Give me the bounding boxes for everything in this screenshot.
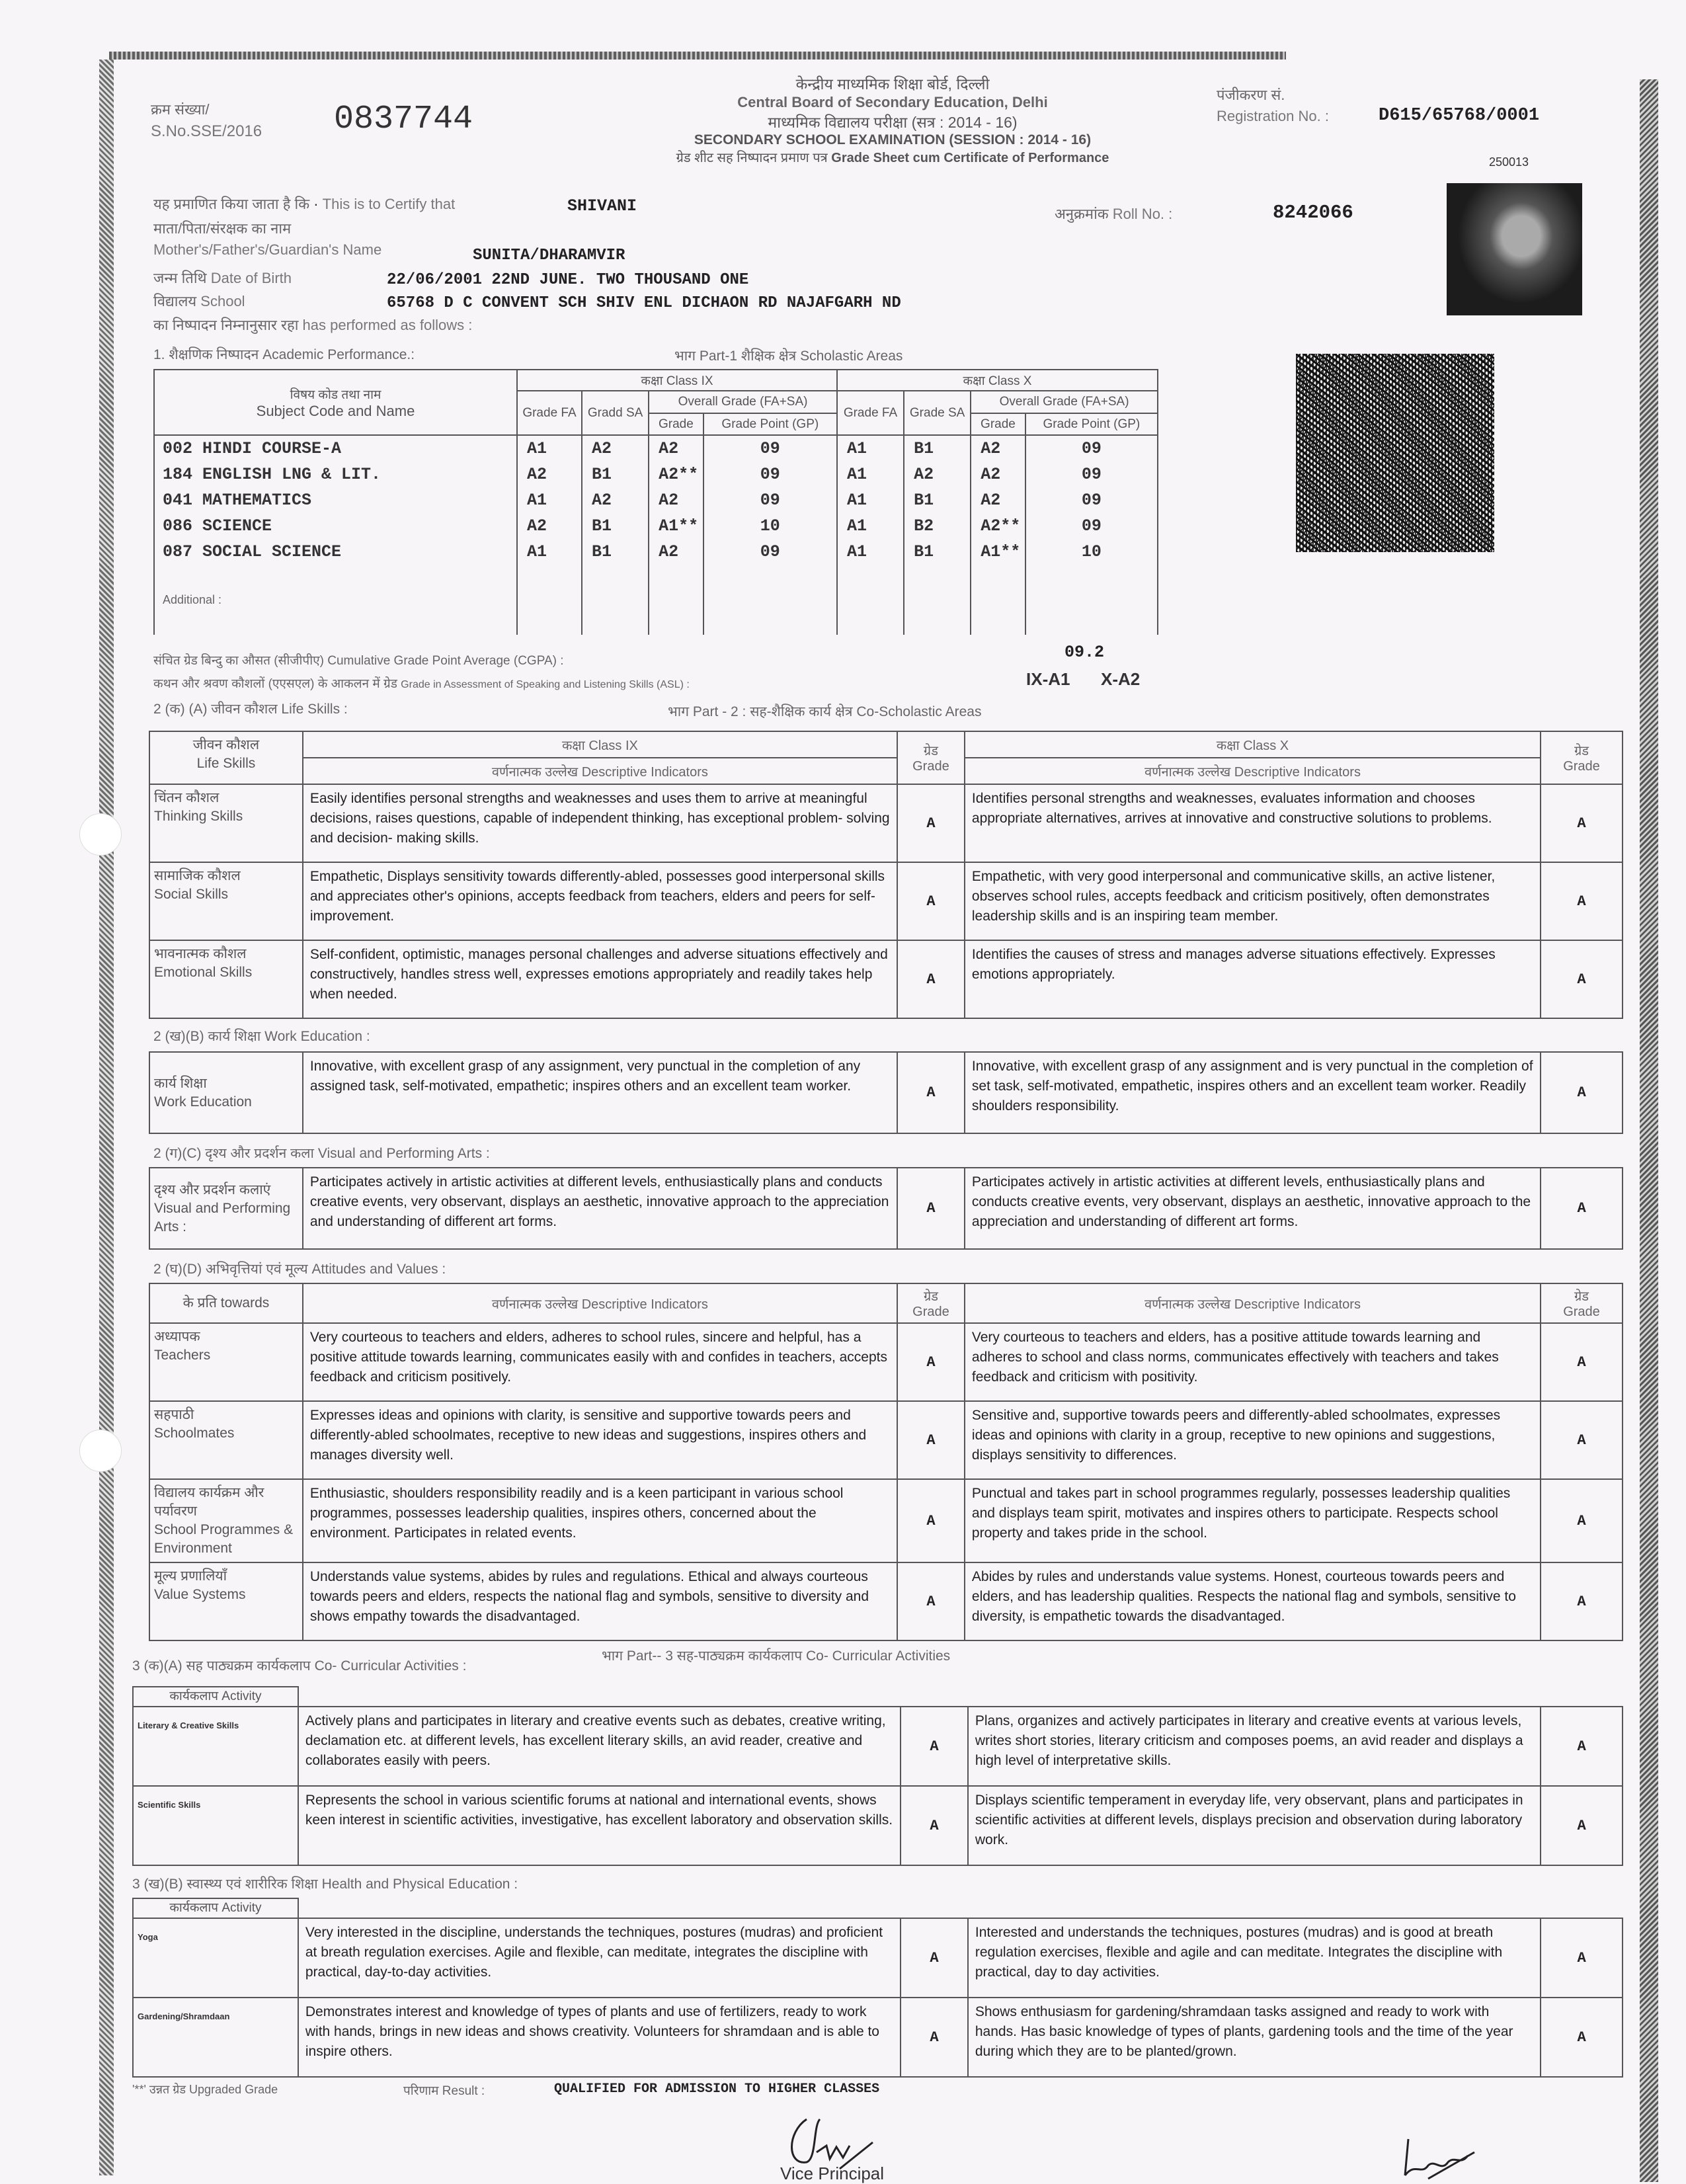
co-curricular-label — [133, 1707, 298, 1786]
co-curricular-x-desc: Plans, organizes and actively participates in literary and creative events at various levels, writes short stories, literary criticism and composes poems, an avid reader and displays a high level of interpretative skills. — [968, 1707, 1541, 1786]
asl-label-en: Grade in Assessment of Speaking and Listening Skills (ASL) : — [401, 679, 690, 690]
attitude-label-hi: विद्यालय कार्यक्रम और पर्यावरण — [154, 1485, 264, 1519]
attitude-label-hi: सहपाठी — [154, 1407, 194, 1422]
attitude-ix-grade: A — [897, 1401, 965, 1479]
overall-grade-ix: A2** — [649, 462, 703, 487]
grade-sa-ix: B1 — [582, 539, 649, 565]
co-scholastic-part-en: Co-Scholastic Areas — [856, 704, 982, 719]
asl-grade-x: X-A2 — [1101, 669, 1141, 689]
co-curricular-part-en: Co- Curricular Activities — [805, 1648, 951, 1664]
life-skill-ix-grade: A — [897, 940, 965, 1018]
work-education-table — [149, 1051, 1623, 1134]
scholastic-part-en: Scholastic Areas — [800, 348, 903, 364]
subject-name: 002 HINDI COURSE-A — [154, 435, 517, 461]
visual-arts-section-en: Visual and Performing Arts : — [317, 1146, 490, 1161]
attitude-label-en: Schoolmates — [154, 1426, 235, 1441]
subject-row — [154, 487, 1158, 513]
grade-sa-x: A2 — [904, 462, 971, 487]
grade-point-ix: 09 — [703, 435, 837, 461]
grade-header-en: Grade — [1563, 759, 1600, 774]
life-skill-ix-grade: A — [897, 784, 965, 862]
asl-label — [153, 674, 690, 692]
school-label-en: School — [200, 293, 245, 309]
grade-sa-ix: B1 — [582, 513, 649, 539]
grade-sa-x: B1 — [904, 487, 971, 513]
work-education-label — [149, 1052, 303, 1133]
health-activity-ix-grade: A — [901, 1918, 968, 1998]
attitude-ix-desc: Understands value systems, abides by rules and regulations. Ethical and always courteous towards peers and elders, respects the national flag and symbols, sensitive to diversity and shows empathy towards the disadvantaged. — [303, 1562, 897, 1640]
board-name: Central Board of Secondary Education, Delhi — [737, 94, 1048, 110]
health-activity-x-grade: A — [1541, 1918, 1623, 1998]
life-skills-col-header — [149, 731, 303, 784]
life-skill-row — [149, 862, 1623, 940]
attitude-ix-desc: Expresses ideas and opinions with clarity, is sensitive and supportive towards peers and differently-abled schoolmates, receptive to new ideas and suggestions, inspires others and manages diversity well. — [303, 1401, 897, 1479]
life-skill-ix-desc: Empathetic, Displays sensitivity towards differently-abled, possesses good interpersonal skills and appreciates other's opinions, accepts feedback from teachers, elders and peers for self-improvement. — [303, 862, 897, 940]
descriptive-indicators-header: वर्णनात्मक उल्लेख Descriptive Indicators — [965, 758, 1541, 784]
grade-fa-x: A1 — [837, 539, 904, 565]
grade-point-ix: 09 — [703, 462, 837, 487]
life-skill-label-hi: सामाजिक कौशल — [154, 868, 241, 883]
cgpa-label-hi: संचित ग्रेड बिन्दु का औसत (सीजीपीए) — [153, 654, 324, 668]
visual-arts-ix-grade: A — [897, 1168, 965, 1249]
attitude-ix-grade: A — [897, 1562, 965, 1640]
co-curricular-section-en: Co- Curricular Activities : — [314, 1658, 467, 1674]
grade-header-hi: ग्रेड — [1574, 1289, 1589, 1304]
scholastic-part-hi: भाग Part-1 शैक्षिक क्षेत्र — [674, 348, 797, 364]
health-activity-label-en: Gardening/Shramdaan — [138, 2011, 230, 2021]
grade-fa-x: A1 — [837, 462, 904, 487]
work-education-section-hi: 2 (ख)(B) कार्य शिक्षा — [153, 1029, 261, 1044]
activity-header: कार्यकलाप Activity — [133, 1687, 298, 1707]
exam-name-hi: माध्यमिक विद्यालय परीक्षा (सत्र : 2014 - 16) — [768, 114, 1018, 131]
performed-line — [153, 315, 472, 335]
cgpa-value: 09.2 — [1064, 643, 1105, 662]
co-curricular-section-hi: 3 (क)(A) सह पाठ्यक्रम कार्यकलाप — [132, 1658, 311, 1674]
subject-name: 087 SOCIAL SCIENCE — [154, 539, 517, 565]
co-curricular-label-en: Scientific Skills — [138, 1800, 201, 1810]
work-education-ix-desc: Innovative, with excellent grasp of any assignment, very punctual in the completion of any assigned task, self-motivated, empathetic; inspires others and an excellent team worker. — [303, 1052, 897, 1133]
towards-header: के प्रति towards — [149, 1283, 303, 1323]
attitude-x-desc: Very courteous to teachers and elders, has a positive attitude towards learning and adheres to school and class norms, communicates effectively with teachers and takes feedback and criticism with positivity. — [965, 1323, 1541, 1401]
document-title-hi: ग्रेड शीट सह निष्पादन प्रमाण पत्र — [676, 151, 828, 165]
life-skill-ix-desc: Easily identifies personal strengths and weaknesses and uses them to arrive at meaningful decisions, raises questions, capable of independent thinking, has exceptional problem- solving and decision- making skills. — [303, 784, 897, 862]
attitude-x-grade: A — [1541, 1401, 1623, 1479]
life-skills-col-en: Life Skills — [196, 756, 256, 771]
dob-label — [153, 268, 292, 288]
life-skill-label-en: Thinking Skills — [154, 809, 243, 824]
academic-section-en: Academic Performance.: — [262, 347, 415, 362]
work-education-label-en: Work Education — [154, 1094, 252, 1110]
serial-number: 0837744 — [334, 101, 473, 138]
life-skill-label-hi: भावनात्मक कौशल — [154, 946, 247, 961]
grade-fa-ix: A1 — [517, 435, 582, 461]
scholastic-part-title — [674, 346, 903, 365]
registration-label-hi: पंजीकरण सं. — [1217, 87, 1285, 103]
grade-header-hi: ग्रेड — [923, 744, 938, 758]
parent-names: SUNITA/DHARAMVIR — [473, 247, 625, 264]
punch-hole — [79, 1430, 122, 1472]
board-heading — [595, 73, 1190, 166]
subject-name: 041 MATHEMATICS — [154, 487, 517, 513]
life-skills-section-title — [153, 700, 348, 718]
grade-sa-ix: B1 — [582, 462, 649, 487]
attitude-ix-grade: A — [897, 1479, 965, 1562]
date-of-birth: 22/06/2001 22ND JUNE. TWO THOUSAND ONE — [387, 271, 749, 289]
health-section-title — [132, 1875, 518, 1893]
visual-arts-ix-desc: Participates actively in artistic activities at different levels, enthusiastically plans and conducts creative events, very observant, displays an aesthetic, innovative approach to the appreciation and understanding of different art forms. — [303, 1168, 897, 1249]
attitude-label — [149, 1562, 303, 1640]
co-curricular-label-en: Literary & Creative Skills — [138, 1720, 239, 1730]
attitude-x-grade: A — [1541, 1323, 1623, 1401]
asl-grade-ix: IX-A1 — [1026, 669, 1070, 689]
class10-header: कक्षा Class X — [837, 370, 1158, 391]
attitude-ix-grade: A — [897, 1323, 965, 1401]
overall-grade-x: A2 — [971, 462, 1025, 487]
attitude-ix-desc: Enthusiastic, shoulders responsibility readily and is a keen participant in various school programmes, possesses leadership qualities, inspires others, concerned about the environment. Participates in related events. — [303, 1479, 897, 1562]
co-curricular-row — [133, 1707, 1623, 1786]
health-activity-ix-desc: Demonstrates interest and knowledge of types of plants and use of fertilizers, ready to work with hands, brings in new ideas and shows creativity. Volunteers for shramdaan and is able to inspire others. — [298, 1998, 901, 2077]
candidate-name: SHIVANI — [567, 196, 637, 216]
registration-label: Registration No. : — [1217, 108, 1329, 124]
certify-line: यह प्रमाणित किया जाता है कि · This is to Certify that — [153, 196, 456, 212]
dob-label-hi: जन्म तिथि — [153, 270, 207, 286]
health-activity-x-desc: Interested and understands the techniques, postures (mudras) and is good at breath regulation exercises, flexible and agile and can meditate. Integrates the discipline with practical, day to day activities. — [968, 1918, 1541, 1998]
attitude-x-desc: Sensitive and, supportive towards peers and differently-abled schoolmates, expresses ideas and opinions with clarity in a group, receptive to new opinions and suggestions, displays sensitivity to differences. — [965, 1401, 1541, 1479]
grade-fa-ix: A1 — [517, 487, 582, 513]
subject-row — [154, 513, 1158, 539]
grade-header — [1541, 731, 1623, 784]
attitude-label-en: School Programmes & Environment — [154, 1522, 294, 1556]
attitude-label — [149, 1401, 303, 1479]
certify-label-hi: यह प्रमाणित किया जाता है कि — [153, 196, 310, 212]
roll-label-en: Roll No. : — [1112, 206, 1173, 222]
grade-point-x: 09 — [1025, 435, 1158, 461]
overall-grade-x: A2 — [971, 435, 1025, 461]
school-name: 65768 D C CONVENT SCH SHIV ENL DICHAON RD NAJAFGARH ND — [387, 294, 901, 312]
certify-label: This is to Certify that — [322, 196, 456, 212]
life-skills-table — [149, 731, 1623, 1019]
attitude-row — [149, 1562, 1623, 1640]
co-scholastic-part-hi: भाग Part - 2 : सह-शैक्षिक कार्य क्षेत्र — [668, 704, 853, 719]
attitudes-section-title — [153, 1260, 446, 1278]
grade-sa-ix: A2 — [582, 435, 649, 461]
subject-row — [154, 539, 1158, 565]
grade-fa-header: Grade FA — [837, 391, 904, 436]
school-label-hi: विद्यालय — [153, 293, 197, 309]
health-activity-x-grade: A — [1541, 1998, 1623, 2077]
grade-header-hi: ग्रेड — [1574, 744, 1589, 758]
grade-fa-header: Grade FA — [517, 391, 582, 436]
grade-sa-x: B1 — [904, 435, 971, 461]
health-activity-row — [133, 1918, 1623, 1998]
co-curricular-label — [133, 1786, 298, 1865]
attitude-row — [149, 1401, 1623, 1479]
dob-label-en: Date of Birth — [210, 270, 292, 286]
overall-grade-x: A2 — [971, 487, 1025, 513]
co-scholastic-part-title — [668, 702, 981, 721]
performed-hi: का निष्पादन निम्नानुसार रहा — [153, 317, 299, 333]
attitude-x-desc: Punctual and takes part in school programmes regularly, possesses leadership qualities and displays team spirit, motivates and inspires others to participate. Respects school property and takes pride in the school. — [965, 1479, 1541, 1562]
result-label: परिणाम Result : — [403, 2084, 485, 2098]
co-curricular-ix-desc: Represents the school in various scientific forums at national and international events, shows keen interest in scientific activities, investigative, has excellent laboratory and observation skills. — [298, 1786, 901, 1865]
health-table — [132, 1898, 1623, 2078]
document-title — [595, 148, 1190, 166]
parent-label: Mother's/Father's/Guardian's Name — [153, 241, 382, 258]
grade-header — [897, 1283, 965, 1323]
visual-arts-section-title — [153, 1144, 490, 1162]
overall-grade-ix: A2 — [649, 539, 703, 565]
attitude-ix-desc: Very courteous to teachers and elders, adheres to school rules, sincere and helpful, has a positive attitude towards learning, communicates easily with and confides in teachers, accepts feedback and criticism positively. — [303, 1323, 897, 1401]
class9-header: कक्षा Class IX — [517, 370, 837, 391]
candidate-photo — [1447, 183, 1582, 315]
overall-grade-x: A1** — [971, 539, 1025, 565]
grade-header-en: Grade — [912, 759, 949, 774]
co-curricular-x-desc: Displays scientific temperament in everyday life, very observant, plans and participates in scientific activities at different levels, displays precision and observation during laboratory work. — [968, 1786, 1541, 1865]
descriptive-indicators-header: वर्णनात्मक उल्लेख Descriptive Indicators — [303, 1283, 897, 1323]
grade-fa-x: A1 — [837, 435, 904, 461]
health-activity-row — [133, 1998, 1623, 2077]
co-curricular-ix-grade: A — [901, 1707, 968, 1786]
grade-sa-x: B2 — [904, 513, 971, 539]
attitude-label — [149, 1323, 303, 1401]
grade-sa-header: Grade SA — [904, 391, 971, 436]
health-activity-ix-desc: Very interested in the discipline, understands the techniques, postures (mudras) and proficient at breath regulation exercises. Agile and flexible, can meditate, integrates the discipline with practical, day-to-day activities. — [298, 1918, 901, 1998]
subject-header-en: Subject Code and Name — [256, 402, 415, 419]
health-activity-ix-grade: A — [901, 1998, 968, 2077]
activity-header: कार्यकलाप Activity — [133, 1898, 298, 1918]
grade-point-ix: 09 — [703, 487, 837, 513]
attitude-x-grade: A — [1541, 1562, 1623, 1640]
health-activity-label-en: Yoga — [138, 1932, 158, 1942]
grade-sa-x: B1 — [904, 539, 971, 565]
visual-arts-x-desc: Participates actively in artistic activities at different levels, enthusiastically plans and conducts creative events, very observant, displays an aesthetic, innovative approach to the appreciation and understanding of different art forms. — [965, 1168, 1541, 1249]
roll-label-hi: अनुक्रमांक — [1055, 206, 1109, 222]
overall-header: Overall Grade (FA+SA) — [971, 391, 1158, 413]
overall-grade-ix: A1** — [649, 513, 703, 539]
grade-header — [1541, 1283, 1623, 1323]
life-skill-row — [149, 784, 1623, 862]
visual-arts-label-hi: दृश्य और प्रदर्शन कलाएं — [154, 1182, 271, 1197]
visual-arts-table — [149, 1167, 1623, 1250]
co-curricular-x-grade: A — [1541, 1707, 1623, 1786]
grade-header: Grade — [971, 413, 1025, 436]
grade-point-x: 09 — [1025, 462, 1158, 487]
class10-header: कक्षा Class X — [965, 731, 1541, 758]
life-skill-ix-grade: A — [897, 862, 965, 940]
photo-code: 250013 — [1489, 155, 1529, 169]
exam-name: SECONDARY SCHOOL EXAMINATION (SESSION : 2014 - 16) — [694, 132, 1092, 147]
overall-grade-x: A2** — [971, 513, 1025, 539]
subject-row — [154, 462, 1158, 487]
life-skills-col-hi: जीवन कौशल — [192, 737, 260, 752]
grade-point-ix: 10 — [703, 513, 837, 539]
subject-header — [154, 370, 517, 435]
attitude-x-desc: Abides by rules and understands value systems. Honest, courteous towards peers and elders, and has leadership qualities. Respects the national flag and symbols, sensitive to diversity, is empathetic towards the disadvantaged. — [965, 1562, 1541, 1640]
attitudes-section-en: Attitudes and Values : — [311, 1262, 446, 1277]
academic-section-title — [153, 345, 415, 364]
performed-en: has performed as follows : — [302, 317, 473, 333]
work-education-section-title — [153, 1027, 370, 1045]
co-curricular-part-title — [602, 1646, 950, 1665]
work-education-ix-grade: A — [897, 1052, 965, 1133]
attitude-label-en: Teachers — [154, 1348, 211, 1363]
attitudes-table — [149, 1283, 1623, 1641]
co-curricular-part-hi: भाग Part-- 3 सह-पाठ्यक्रम कार्यकलाप — [602, 1648, 803, 1664]
grade-header-en: Grade — [912, 1305, 949, 1319]
grade-fa-ix: A2 — [517, 513, 582, 539]
roll-label — [1055, 204, 1172, 223]
grade-sa-header: Gradd SA — [582, 391, 649, 436]
overall-grade-ix: A2 — [649, 435, 703, 461]
gp-header: Grade Point (GP) — [703, 413, 837, 436]
decorative-border-right — [1640, 79, 1658, 2182]
attitudes-section-hi: 2 (घ)(D) अभिवृत्तियां एवं मूल्य — [153, 1262, 308, 1277]
class9-header: कक्षा Class IX — [303, 731, 897, 758]
grade-header — [897, 731, 965, 784]
roll-number: 8242066 — [1273, 202, 1353, 223]
decorative-border-left — [99, 60, 114, 2175]
registration-number: D615/65768/0001 — [1379, 106, 1540, 126]
attitude-x-grade: A — [1541, 1479, 1623, 1562]
life-skills-section-en: Life Skills : — [281, 702, 348, 717]
serial-label-hi: क्रम संख्या/ — [151, 101, 210, 118]
co-curricular-ix-desc: Actively plans and participates in literary and creative events such as debates, creative writing, declamation etc. at different levels, has excellent literary skills, an avid reader, creative and collaborates easily with peers. — [298, 1707, 901, 1786]
health-section-en: Health and Physical Education : — [321, 1877, 518, 1892]
upgraded-grade-note: '**' उन्नत ग्रेड Upgraded Grade — [132, 2083, 278, 2096]
life-skill-x-grade: A — [1541, 784, 1623, 862]
grade-point-ix: 09 — [703, 539, 837, 565]
attitude-label-hi: अध्यापक — [154, 1329, 200, 1344]
work-education-label-hi: कार्य शिक्षा — [154, 1075, 207, 1091]
academic-section-hi: 1. शैक्षणिक निष्पादन — [153, 347, 259, 362]
punch-hole — [79, 813, 122, 856]
attitude-label — [149, 1479, 303, 1562]
life-skill-x-grade: A — [1541, 862, 1623, 940]
health-section-hi: 3 (ख)(B) स्वास्थ्य एवं शारीरिक शिक्षा — [132, 1877, 318, 1892]
grade-header-hi: ग्रेड — [923, 1289, 938, 1304]
result-value: QUALIFIED FOR ADMISSION TO HIGHER CLASSES — [554, 2082, 880, 2097]
grade-fa-ix: A2 — [517, 462, 582, 487]
life-skill-label-en: Social Skills — [154, 887, 229, 902]
cgpa-label — [153, 651, 564, 668]
co-curricular-x-grade: A — [1541, 1786, 1623, 1865]
life-skill-x-desc: Identifies personal strengths and weaknesses, evaluates information and chooses appropriate alternatives, arrives at innovative and constructive solutions to problems. — [965, 784, 1541, 862]
additional-label: Additional : — [154, 565, 517, 635]
descriptive-indicators-header: वर्णनात्मक उल्लेख Descriptive Indicators — [303, 758, 897, 784]
visual-arts-label — [149, 1168, 303, 1249]
descriptive-indicators-header: वर्णनात्मक उल्लेख Descriptive Indicators — [965, 1283, 1541, 1323]
life-skill-label — [149, 862, 303, 940]
gp-header: Grade Point (GP) — [1025, 413, 1158, 436]
work-education-x-grade: A — [1541, 1052, 1623, 1133]
grade-sa-ix: A2 — [582, 487, 649, 513]
co-curricular-table — [132, 1686, 1623, 1866]
grade-header: Grade — [649, 413, 703, 436]
grade-fa-x: A1 — [837, 513, 904, 539]
grade-point-x: 09 — [1025, 513, 1158, 539]
subject-row — [154, 435, 1158, 461]
co-curricular-ix-grade: A — [901, 1786, 968, 1865]
overall-header: Overall Grade (FA+SA) — [649, 391, 837, 413]
subject-name: 086 SCIENCE — [154, 513, 517, 539]
asl-label-hi: कथन और श्रवण कौशलों (एएसएल) के आकलन में ग्रेड — [153, 677, 397, 691]
cgpa-label-en: Cumulative Grade Point Average (CGPA) : — [327, 654, 564, 668]
work-education-x-desc: Innovative, with excellent grasp of any assignment and is very punctual in the completion of set task, self-motivated, empathetic, inspires others and an excellent team worker. Readily shoulders responsibility. — [965, 1052, 1541, 1133]
life-skill-label-hi: चिंतन कौशल — [154, 790, 220, 805]
life-skill-label — [149, 784, 303, 862]
visual-arts-section-hi: 2 (ग)(C) दृश्य और प्रदर्शन कला — [153, 1146, 314, 1161]
overall-grade-ix: A2 — [649, 487, 703, 513]
qr-code — [1296, 354, 1494, 552]
attitude-label-hi: मूल्य प्रणालियाँ — [154, 1568, 227, 1584]
grade-point-x: 10 — [1025, 539, 1158, 565]
attitude-label-en: Value Systems — [154, 1587, 246, 1602]
visual-arts-label-en: Visual and Performing Arts : — [154, 1200, 291, 1234]
academic-table — [153, 369, 1158, 635]
decorative-border-top — [109, 52, 1286, 60]
subject-name: 184 ENGLISH LNG & LIT. — [154, 462, 517, 487]
life-skills-section-hi: 2 (क) (A) जीवन कौशल — [153, 702, 278, 717]
health-activity-x-desc: Shows enthusiasm for gardening/shramdaan tasks assigned and ready to work with hands. Has basic knowledge of types of plants, gardening tools and the time of the year during which they are to be planted/grown. — [968, 1998, 1541, 2077]
controller-signature — [1402, 2136, 1481, 2182]
board-name-hi: केन्द्रीय माध्यमिक शिक्षा बोर्ड, दिल्ली — [795, 75, 990, 93]
life-skill-x-grade: A — [1541, 940, 1623, 1018]
grade-fa-ix: A1 — [517, 539, 582, 565]
grade-fa-x: A1 — [837, 487, 904, 513]
co-curricular-section-title — [132, 1656, 466, 1675]
life-skill-row — [149, 940, 1623, 1018]
signature-title: Vice Principal — [780, 2164, 885, 2183]
life-skill-x-desc: Empathetic, with very good interpersonal and communicative skills, an active listener, observes school rules, accepts feedback and criticism positively, often demonstrates leadership skills and is an inspiring team member. — [965, 862, 1541, 940]
serial-label: S.No.SSE/2016 — [151, 122, 262, 140]
subject-header-hi: विषय कोड तथा नाम — [290, 387, 381, 402]
visual-arts-x-grade: A — [1541, 1168, 1623, 1249]
health-activity-label — [133, 1998, 298, 2077]
life-skill-x-desc: Identifies the causes of stress and manages adverse situations effectively. Expresses emotions appropriately. — [965, 940, 1541, 1018]
attitude-row — [149, 1479, 1623, 1562]
life-skill-label-en: Emotional Skills — [154, 965, 253, 980]
health-activity-label — [133, 1918, 298, 1998]
life-skill-ix-desc: Self-confident, optimistic, manages personal challenges and adverse situations effectively and constructively, handles stress well, expresses emotions appropriately and readily takes help when needed. — [303, 940, 897, 1018]
grade-point-x: 09 — [1025, 487, 1158, 513]
grade-header-en: Grade — [1563, 1305, 1600, 1319]
work-education-section-en: Work Education : — [264, 1029, 370, 1044]
parent-label-hi: माता/पिता/संरक्षक का नाम — [153, 220, 292, 237]
co-curricular-row — [133, 1786, 1623, 1865]
document-title-en: Grade Sheet cum Certificate of Performance — [831, 151, 1109, 165]
school-label — [153, 291, 245, 311]
attitude-row — [149, 1323, 1623, 1401]
life-skill-label — [149, 940, 303, 1018]
